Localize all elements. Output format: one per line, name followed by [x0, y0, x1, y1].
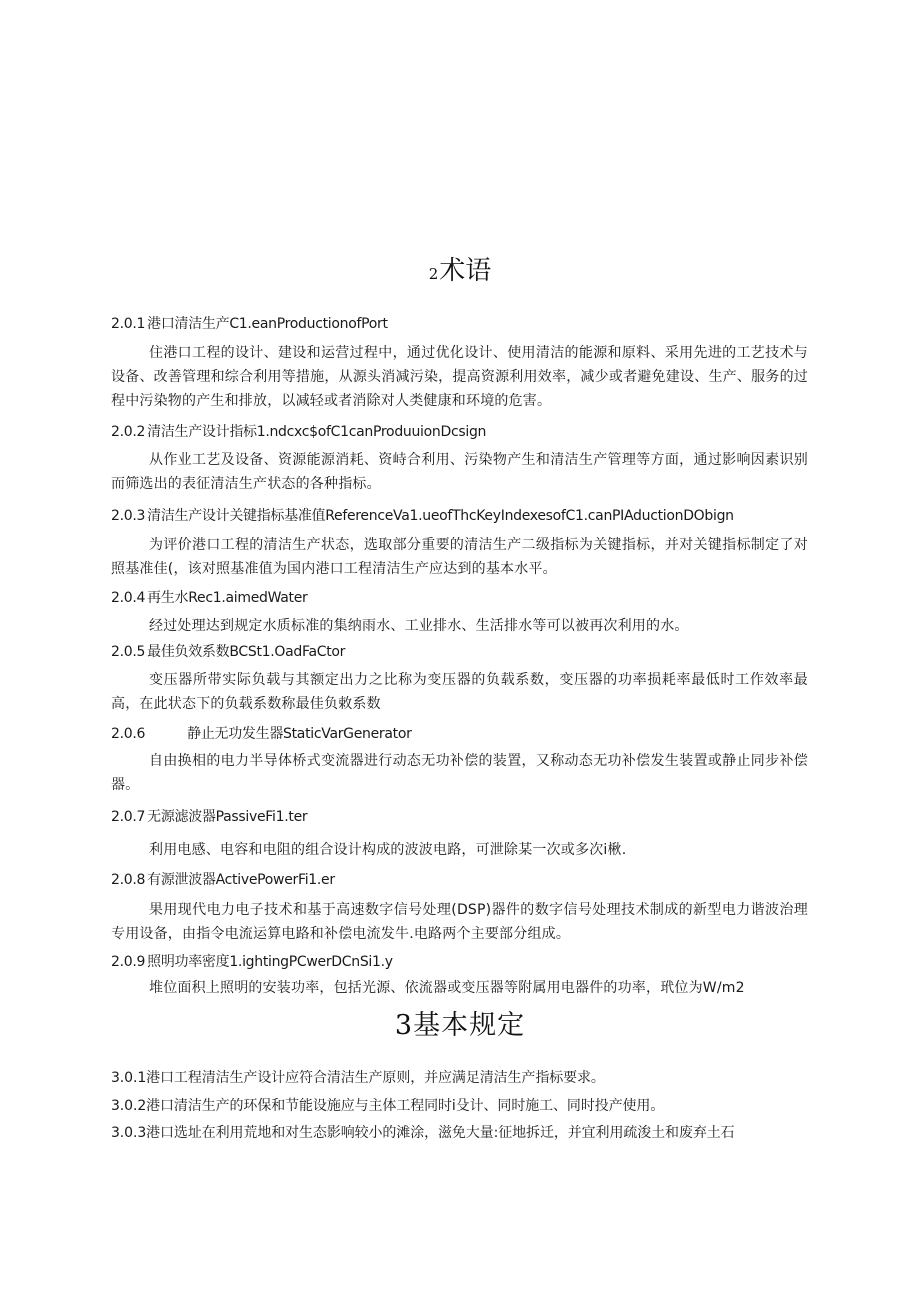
term-title: 照明功率密度1.ightingPCwerDCnSi1.y: [147, 954, 393, 970]
term-title: 无源滤波器PassiveFi1.ter: [147, 809, 308, 825]
term-definition-2-0-5: 变压器所带实际负载与其额定出力之比称为变压器的负载系数，变压器的功率损耗率最低时工作效率最高，在此状态下的负载系数称最佳负敕系数: [111, 672, 808, 712]
term-title: 清洁生产设计关键指标基准值ReferenceVa1.ueofThcKeyIndexesofC1.canPIAductionDObign: [147, 508, 734, 524]
chapter-title-text: 基本规定: [413, 1010, 526, 1041]
term-heading-2-0-2: [111, 421, 486, 441]
chapter-2-title: [0, 250, 920, 287]
rule-text: 港口工程清洁生产设计应符合清洁生产原则，并应满足清洁生产指标要求。: [146, 1070, 605, 1086]
term-heading-2-0-6: [111, 723, 412, 743]
term-code: 2.0.3: [111, 508, 146, 524]
term-code: 2.0.1: [111, 316, 146, 332]
term-code: 2.0.2: [111, 424, 146, 440]
rule-text: 港口清洁生产的环保和节能设施应与主体工程同时i殳计、同时施工、同时投产使用。: [146, 1098, 665, 1114]
term-definition-2-0-3: 为评价港口工程的清洁生产状态，选取部分重要的清洁生产二级指标为关键指标，并对关键指标制定了对照基准佳(，该对照基准值为国内港口工程清洁生产应达到的基本水平。: [111, 537, 808, 577]
rule-code: 3.0.2: [111, 1098, 147, 1114]
chapter-3-title: [0, 1003, 920, 1042]
term-title: 清洁生产设计指标1.ndcxc$ofC1canProduuionDcsign: [147, 424, 487, 440]
term-definition-2-0-9: 堆位面积上照明的安装功率，包括光源、依流器或变压器等附属用电器件的功率，玳位为W/m2: [149, 980, 745, 996]
term-title: 港口清洁生产C1.eanProductionofPort: [147, 316, 388, 332]
rule-3-0-3: [111, 1122, 735, 1142]
term-title: 最佳负效系数BCSt1.OadFaCtor: [147, 644, 346, 660]
term-code: 2.0.4: [111, 590, 146, 606]
rule-code: 3.0.1: [111, 1070, 147, 1086]
term-title: 再生水Rec1.aimedWater: [147, 590, 308, 606]
term-heading-2-0-9: [111, 951, 393, 971]
term-heading-2-0-1: [111, 313, 388, 333]
term-definition-2-0-1: 住港口工程的设计、建设和运营过程中，通过优化设计、使用清洁的能源和原料、采用先进的工艺技术与设备、改善管理和综合利用等措施，从源头消减污染，提高资源利用效率，减少或者避免建设、生产、服务的过程中污染物的产生和排放，以减轻或者消除对人类健康和环境的危害。: [111, 345, 808, 409]
chapter-number: 2: [428, 265, 439, 283]
term-code: 2.0.9: [111, 954, 146, 970]
rule-3-0-2: [111, 1095, 664, 1115]
chapter-title-text: 术语: [439, 256, 492, 286]
term-definition-2-0-6: 自由换相的电力半导体桥式变流器进行动态无功补偿的装置，又称动态无功补偿发生装置或静止同步补偿器。: [111, 753, 808, 793]
term-heading-2-0-3: [111, 505, 734, 525]
term-title: 有源泄波器ActivePowerFi1.er: [147, 872, 335, 888]
term-heading-2-0-4: [111, 587, 307, 607]
term-definition-2-0-7: 利用电感、电容和电阻的组合设计构成的波波电路，可泄除某一次或多次i楸.: [149, 842, 627, 858]
term-title: 静止无功发生器StaticVarGenerator: [187, 726, 412, 742]
term-heading-2-0-7: [111, 806, 307, 826]
term-definition-2-0-8: 果用现代电力电子技术和基于高速数字信号处理(DSP)器件的数字信号处理技术制成的新型电力谐波治理专用设备，由指令电流运算电路和补偿电流发牛.电路两个主要部分组成。: [111, 902, 808, 942]
term-heading-2-0-8: [111, 869, 335, 889]
term-code: 2.0.7: [111, 809, 146, 825]
term-heading-2-0-5: [111, 641, 345, 661]
term-code: 2.0.5: [111, 644, 146, 660]
chapter-number: 3: [394, 1010, 414, 1041]
rule-3-0-1: [111, 1067, 605, 1087]
term-definition-2-0-2: 从作业工艺及设备、资源能源消耗、资峙合利用、污染物产生和清洁生产管理等方面，通过影响因素识别而筛选出的表征清洁生产状态的各种指标。: [111, 452, 808, 492]
term-definition-2-0-4: 经过处理达到规定水质标准的集纳雨水、工业排水、生活排水等可以被再次利用的水。: [149, 618, 689, 634]
rule-text: 港口选址在利用荒地和对生态影响较小的滩涂，滋免大量:征地拆迁，并宜利用疏浚土和废弃土石: [146, 1125, 735, 1141]
term-code: 2.0.8: [111, 872, 146, 888]
rule-code: 3.0.3: [111, 1125, 147, 1141]
term-code: 2.0.6: [111, 726, 146, 742]
